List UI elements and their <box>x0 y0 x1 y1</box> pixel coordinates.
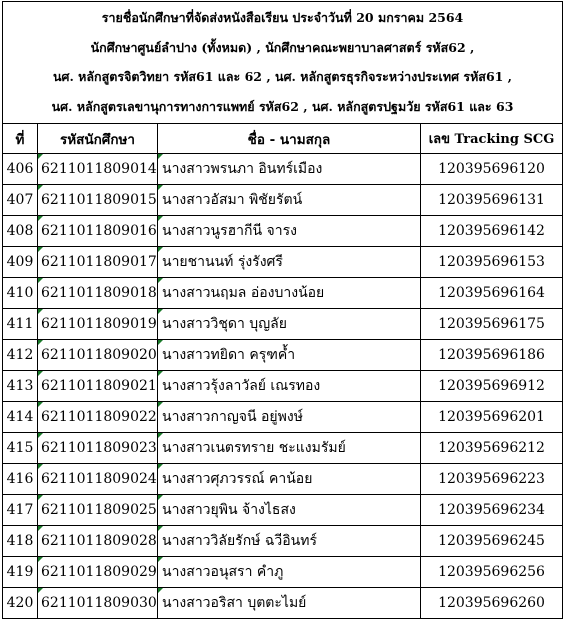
student-id-cell[interactable] <box>38 340 158 371</box>
column-header-no[interactable]: ที่ <box>3 124 38 154</box>
tracking-number-cell[interactable] <box>421 154 563 185</box>
table-row <box>3 154 563 185</box>
student-id-text: 6211011809020 <box>41 347 157 363</box>
row-number-text: 408 <box>6 223 34 239</box>
student-name-text: นางสาวรุ้งลาวัลย์ เณรทอง <box>162 378 321 394</box>
cell-marker-icon <box>158 402 163 407</box>
column-header-student-id[interactable]: รหัสนักศึกษา <box>38 124 158 154</box>
tracking-number-text: 120395696245 <box>438 533 545 549</box>
student-id-cell[interactable] <box>38 495 158 526</box>
student-name-cell[interactable] <box>158 402 421 433</box>
cell-marker-icon <box>38 557 43 562</box>
tracking-number-cell[interactable] <box>421 433 563 464</box>
student-id-cell[interactable] <box>38 371 158 402</box>
student-id-text: 6211011809024 <box>41 471 157 487</box>
table-row <box>3 464 563 495</box>
cell-marker-icon <box>38 185 43 190</box>
cell-marker-icon <box>158 309 163 314</box>
header-line-2 <box>3 33 563 62</box>
cell-marker-icon <box>38 309 43 314</box>
row-number-text: 419 <box>6 564 34 580</box>
student-name-cell[interactable] <box>158 216 421 247</box>
student-id-text: 6211011809025 <box>41 502 157 518</box>
student-name-text: นางสาวอริสา บุตตะไมย์ <box>162 595 307 611</box>
student-id-text: 6211011809014 <box>41 161 157 177</box>
row-number-text: 411 <box>6 316 34 332</box>
student-id-cell[interactable] <box>38 588 158 619</box>
student-name-text: นางสาวอัสมา พิชัยรัตน์ <box>162 192 303 208</box>
tracking-number-text: 120395696164 <box>438 285 545 301</box>
student-id-text: 6211011809019 <box>41 316 157 332</box>
cell-marker-icon <box>158 371 163 376</box>
table-row <box>3 309 563 340</box>
student-id-text: 6211011809023 <box>41 440 157 456</box>
cell-marker-icon <box>38 216 43 221</box>
student-name-cell[interactable] <box>158 185 421 216</box>
cell-marker-icon <box>38 371 43 376</box>
row-number-text: 414 <box>6 409 34 425</box>
row-number-text: 415 <box>6 440 34 456</box>
cell-marker-icon <box>158 340 163 345</box>
cell-marker-icon <box>158 433 163 438</box>
cell-marker-icon <box>38 154 43 159</box>
student-name-cell[interactable] <box>158 588 421 619</box>
student-id-cell[interactable] <box>38 464 158 495</box>
row-number-cell[interactable] <box>3 495 38 526</box>
column-header-row <box>3 124 563 154</box>
student-name-text: นางสาวนฤมล อ่องบางน้อย <box>162 285 325 301</box>
cell-marker-icon <box>158 185 163 190</box>
table-row <box>3 495 563 526</box>
student-name-cell[interactable] <box>158 464 421 495</box>
tracking-number-cell[interactable] <box>421 371 563 402</box>
student-name-text: นางสาวกาญจนี อยู่พงษ์ <box>162 409 303 425</box>
cell-marker-icon <box>38 495 43 500</box>
row-number-cell[interactable] <box>3 371 38 402</box>
row-number-cell[interactable] <box>3 433 38 464</box>
student-id-cell[interactable] <box>38 185 158 216</box>
column-header-tracking[interactable]: เลข Tracking SCG <box>421 124 563 154</box>
row-number-text: 410 <box>6 285 34 301</box>
student-id-cell[interactable] <box>38 278 158 309</box>
tracking-number-text: 120395696234 <box>438 502 545 518</box>
header-line-3 <box>3 62 563 91</box>
student-name-text: นางสาวศุภวรรณ์ คาน้อย <box>162 471 313 487</box>
table-row <box>3 402 563 433</box>
student-id-text: 6211011809017 <box>41 254 157 270</box>
tracking-number-text: 120395696256 <box>438 564 545 580</box>
student-id-text: 6211011809030 <box>41 595 157 611</box>
cell-marker-icon <box>158 557 163 562</box>
row-number-text: 407 <box>6 192 34 208</box>
student-shipping-sheet <box>2 1 563 619</box>
student-id-text: 6211011809029 <box>41 564 157 580</box>
row-number-text: 418 <box>6 533 34 549</box>
table-row <box>3 433 563 464</box>
cell-marker-icon <box>38 433 43 438</box>
student-id-text: 6211011809022 <box>41 409 157 425</box>
cell-marker-icon <box>38 340 43 345</box>
student-name-text: นางสาววิลัยรักษ์ ฉวีอินทร์ <box>162 533 317 549</box>
sheet-subtitle-line[interactable]: นักศึกษาศูนย์ลำปาง (ทั้งหมด) , นักศึกษาคณะพยาบาลศาสตร์ รหัส62 , <box>3 33 563 62</box>
student-name-cell[interactable] <box>158 278 421 309</box>
row-number-cell[interactable] <box>3 402 38 433</box>
tracking-number-text: 120395696260 <box>438 595 545 611</box>
table-row <box>3 185 563 216</box>
student-name-text: นางสาวทยิดา ครุฑค้ำ <box>162 347 296 363</box>
cell-marker-icon <box>38 278 43 283</box>
tracking-number-cell[interactable] <box>421 185 563 216</box>
student-id-cell[interactable] <box>38 154 158 185</box>
table-row <box>3 340 563 371</box>
sheet-title[interactable]: รายชื่อนักศึกษาที่จัดส่งหนังสือเรียน ประจำวันที่ 20 มกราคม 2564 <box>3 2 563 34</box>
tracking-number-cell[interactable] <box>421 464 563 495</box>
row-number-cell[interactable] <box>3 526 38 557</box>
row-number-cell[interactable] <box>3 588 38 619</box>
student-name-text: นางสาวเนตรทราย ชะแงมรัมย์ <box>162 440 346 456</box>
tracking-number-text: 120395696212 <box>438 440 545 456</box>
sheet-subtitle-line[interactable]: นศ. หลักสูตรจิตวิทยา รหัส61 และ 62 , นศ. หลักสูตรธุรกิจระหว่างประเทศ รหัส61 , <box>3 62 563 91</box>
student-id-cell[interactable] <box>38 247 158 278</box>
row-number-cell[interactable] <box>3 557 38 588</box>
student-name-text: นางสาววิชุดา บุญลัย <box>162 316 287 332</box>
row-number-text: 420 <box>6 595 34 611</box>
tracking-number-cell[interactable] <box>421 247 563 278</box>
cell-marker-icon <box>158 216 163 221</box>
cell-marker-icon <box>38 402 43 407</box>
student-id-text: 6211011809018 <box>41 285 157 301</box>
student-name-cell[interactable] <box>158 309 421 340</box>
student-id-text: 6211011809028 <box>41 533 157 549</box>
student-name-cell[interactable] <box>158 495 421 526</box>
student-id-cell[interactable] <box>38 526 158 557</box>
tracking-number-text: 120395696223 <box>438 471 545 487</box>
tracking-number-cell[interactable] <box>421 588 563 619</box>
row-number-cell[interactable] <box>3 309 38 340</box>
cell-marker-icon <box>158 247 163 252</box>
tracking-number-cell[interactable] <box>421 557 563 588</box>
sheet-subtitle-line[interactable]: นศ. หลักสูตรเลขานุการทางการแพทย์ รหัส62 , นศ. หลักสูตรปฐมวัย รหัส61 และ 63 <box>3 91 563 124</box>
student-id-cell[interactable] <box>38 216 158 247</box>
column-header-name[interactable]: ชื่อ - นามสกุล <box>158 124 421 154</box>
tracking-number-text: 120395696186 <box>438 347 545 363</box>
student-name-cell[interactable] <box>158 154 421 185</box>
student-name-cell[interactable] <box>158 433 421 464</box>
student-name-text: นางสาวนูรฮากีนี จารง <box>162 223 297 239</box>
student-name-text: นางสาวยุพิน จ้างไธสง <box>162 502 296 518</box>
row-number-text: 416 <box>6 471 34 487</box>
student-name-cell[interactable] <box>158 526 421 557</box>
table-row <box>3 371 563 402</box>
tracking-number-text: 120395696201 <box>438 409 545 425</box>
row-number-cell[interactable] <box>3 154 38 185</box>
student-id-text: 6211011809015 <box>41 192 157 208</box>
student-name-cell[interactable] <box>158 247 421 278</box>
student-id-text: 6211011809021 <box>41 378 157 394</box>
table-row <box>3 216 563 247</box>
row-number-text: 409 <box>6 254 34 270</box>
cell-marker-icon <box>38 464 43 469</box>
tracking-number-text: 120395696131 <box>438 192 545 208</box>
student-name-text: นายชานนท์ รุ่งรังศรี <box>162 254 283 270</box>
cell-marker-icon <box>158 278 163 283</box>
row-number-cell[interactable] <box>3 247 38 278</box>
cell-marker-icon <box>158 588 163 593</box>
cell-marker-icon <box>158 464 163 469</box>
student-name-text: นางสาวอนุสรา คำภู <box>162 564 284 580</box>
row-number-cell[interactable] <box>3 464 38 495</box>
tracking-number-cell[interactable] <box>421 495 563 526</box>
tracking-number-cell[interactable] <box>421 216 563 247</box>
student-id-text: 6211011809016 <box>41 223 157 239</box>
header-line-1 <box>3 2 563 34</box>
table-row <box>3 526 563 557</box>
cell-marker-icon <box>158 495 163 500</box>
row-number-cell[interactable] <box>3 185 38 216</box>
tracking-number-text: 120395696120 <box>438 161 545 177</box>
student-id-cell[interactable] <box>38 402 158 433</box>
tracking-number-cell[interactable] <box>421 309 563 340</box>
tracking-number-cell[interactable] <box>421 402 563 433</box>
row-number-cell[interactable] <box>3 216 38 247</box>
cell-marker-icon <box>38 588 43 593</box>
tracking-number-cell[interactable] <box>421 526 563 557</box>
table-row <box>3 588 563 619</box>
row-number-cell[interactable] <box>3 340 38 371</box>
cell-marker-icon <box>158 154 163 159</box>
tracking-number-cell[interactable] <box>421 340 563 371</box>
student-name-text: นางสาวพรนภา อินทร์เมือง <box>162 161 323 177</box>
cell-marker-icon <box>158 526 163 531</box>
row-number-text: 412 <box>6 347 34 363</box>
row-number-cell[interactable] <box>3 278 38 309</box>
tracking-number-cell[interactable] <box>421 278 563 309</box>
row-number-text: 417 <box>6 502 34 518</box>
cell-marker-icon <box>38 247 43 252</box>
table-row <box>3 557 563 588</box>
header-line-4 <box>3 91 563 124</box>
tracking-number-text: 120395696175 <box>438 316 545 332</box>
table-row <box>3 278 563 309</box>
student-name-cell[interactable] <box>158 557 421 588</box>
table-row <box>3 247 563 278</box>
student-id-cell[interactable] <box>38 557 158 588</box>
cell-marker-icon <box>38 526 43 531</box>
tracking-number-text: 120395696153 <box>438 254 545 270</box>
tracking-number-text: 120395696142 <box>438 223 545 239</box>
student-id-cell[interactable] <box>38 433 158 464</box>
student-name-cell[interactable] <box>158 340 421 371</box>
student-id-cell[interactable] <box>38 309 158 340</box>
student-name-cell[interactable] <box>158 371 421 402</box>
tracking-number-text: 120395696912 <box>438 378 545 394</box>
row-number-text: 413 <box>6 378 34 394</box>
row-number-text: 406 <box>6 161 34 177</box>
